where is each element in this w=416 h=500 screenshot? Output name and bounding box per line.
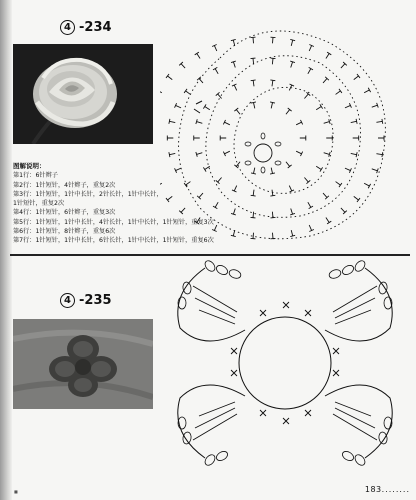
t-stitch-mark: [345, 168, 351, 173]
t-stitch-mark: [270, 80, 275, 86]
t-stitch-mark: [232, 84, 237, 90]
t-stitch-mark: [212, 45, 217, 51]
instruction-row: 第1行：6针辫子: [13, 172, 58, 180]
t-stitch-mark: [353, 136, 359, 141]
t-stitch-mark: [271, 37, 276, 43]
t-stitch-mark: [376, 119, 382, 124]
corner-mark: ■: [14, 489, 18, 494]
t-stitch-mark: [300, 136, 306, 141]
chain-ovals-235: [178, 259, 392, 467]
t-stitch-mark: [296, 120, 302, 125]
t-stitch-mark: [220, 136, 226, 141]
t-stitch-mark: [354, 74, 360, 80]
t-stitch-mark: [296, 151, 302, 156]
t-stitch-mark: [251, 37, 256, 43]
t-stitch-mark: [378, 136, 384, 141]
t-stitch-mark: [304, 177, 310, 183]
center-ring: [254, 144, 272, 162]
t-stitch-mark: [308, 67, 313, 73]
t-stitch-mark: [196, 152, 202, 157]
t-stitch-mark: [290, 208, 295, 214]
t-stitch-mark: [223, 120, 229, 125]
t-stitch-mark: [323, 193, 329, 199]
page-number-value: 183: [364, 485, 382, 494]
t-stitch-mark: [316, 104, 322, 109]
t-stitch-mark: [213, 67, 218, 73]
pattern-number-circle: 4: [60, 20, 75, 35]
t-stitch-mark: [290, 61, 295, 67]
t-stitch-mark: [251, 102, 256, 108]
t-stitch-mark: [341, 62, 347, 68]
t-stitch-mark: [184, 89, 190, 95]
crochet-flower-photo: [13, 319, 153, 409]
t-stitch-mark: [372, 168, 378, 173]
crochet-rose-photo: [13, 44, 153, 144]
t-stitch-mark: [271, 212, 276, 218]
pattern-title-234: [60, 20, 112, 35]
book-spine-shadow: [0, 0, 12, 500]
t-stitch-mark: [324, 152, 330, 157]
t-stitch-mark: [231, 61, 236, 67]
t-stitch-mark: [175, 103, 181, 108]
t-stitch-mark: [324, 119, 330, 124]
t-stitch-mark: [376, 152, 382, 157]
t-stitch-mark: [160, 88, 162, 93]
t-stitch-mark: [354, 196, 360, 202]
t-stitch-mark: [203, 104, 209, 109]
t-stitch-mark: [234, 108, 240, 114]
t-stitch-mark: [290, 230, 295, 236]
t-stitch-mark: [223, 151, 229, 156]
t-stitch-mark: [167, 136, 173, 141]
pattern-title-235: [60, 293, 112, 308]
t-stitch-mark: [326, 136, 332, 141]
t-stitch-mark: [179, 62, 185, 68]
page-number-dots: ........: [381, 485, 410, 494]
petal-bottom-right: [325, 385, 392, 458]
t-stitch-mark: [345, 103, 351, 108]
t-stitch-mark: [270, 190, 275, 196]
t-stitch-mark: [289, 186, 294, 192]
t-stitch-mark: [289, 84, 294, 90]
t-stitch-mark: [309, 225, 314, 231]
t-stitch-mark: [271, 233, 276, 239]
t-stitch-mark: [364, 88, 370, 93]
instruction-row: 第4行：1针短针，6针辫子，重复3次: [13, 209, 116, 217]
t-stitch-mark: [336, 182, 342, 188]
t-stitch-mark: [251, 80, 256, 86]
t-stitch-mark: [196, 119, 202, 124]
outer-petal-ring-t-marks: [194, 101, 202, 113]
instruction-row: 1针短针，重复2次: [13, 200, 65, 208]
t-stitch-mark: [169, 119, 175, 124]
t-stitch-mark: [194, 136, 200, 141]
stitch-cross-marks: [231, 302, 339, 424]
instruction-row: 第7行：1针短针，1针中长针，6针长针，1针中长针，1针短针，重复6次: [13, 237, 214, 245]
instruction-row: 第2行：1针短针，4针辫子，重复2次: [13, 181, 116, 189]
t-stitch-mark: [251, 58, 256, 64]
t-stitch-mark: [169, 152, 175, 157]
section-divider: [10, 254, 410, 256]
t-stitch-mark: [326, 52, 331, 58]
t-stitch-mark: [270, 168, 275, 174]
instructions-heading: 图解说明：: [13, 162, 46, 170]
instruction-row: 第6行：1针短针，8针辫子，重复6次: [13, 228, 116, 236]
t-stitch-mark: [351, 152, 357, 157]
pattern-code: -234: [79, 20, 112, 35]
stitch-t-marks-235: [193, 286, 377, 440]
t-stitch-mark: [308, 202, 313, 208]
pattern-number-circle: 4: [60, 293, 75, 308]
petal-top-right: [325, 268, 392, 341]
crochet-diagram-235: [165, 258, 405, 473]
t-stitch-mark: [290, 39, 295, 45]
t-stitch-mark: [270, 102, 275, 108]
t-stitch-mark: [326, 218, 331, 224]
t-stitch-mark: [166, 74, 172, 80]
center-ring: [239, 317, 331, 409]
t-stitch-mark: [341, 208, 347, 214]
t-stitch-mark: [316, 166, 322, 171]
page-number: [365, 485, 410, 494]
t-stitch-mark: [286, 108, 292, 114]
petal-top-left: [178, 268, 245, 341]
t-stitch-mark: [351, 119, 357, 124]
t-stitch-mark: [271, 58, 276, 64]
t-stitch-mark: [195, 52, 200, 58]
t-stitch-mark: [231, 39, 236, 45]
t-stitch-mark: [336, 89, 342, 95]
pattern-code: -235: [79, 293, 112, 308]
t-stitch-mark: [304, 92, 310, 98]
instruction-row: 第3行：1针短针，1针中长针，2针长针，1针中长针，: [13, 190, 163, 198]
t-stitch-mark: [309, 45, 314, 51]
t-stitch-mark: [372, 103, 378, 108]
t-stitch-mark: [364, 183, 370, 188]
t-stitch-mark: [323, 77, 329, 83]
pattern-instructions: [13, 162, 258, 246]
instruction-row: 第5行：1针短针，1针中长针，4针长针，1针中长针，1针短针，重复3次: [13, 218, 214, 226]
petal-bottom-left: [178, 385, 245, 458]
t-stitch-mark: [286, 162, 292, 168]
